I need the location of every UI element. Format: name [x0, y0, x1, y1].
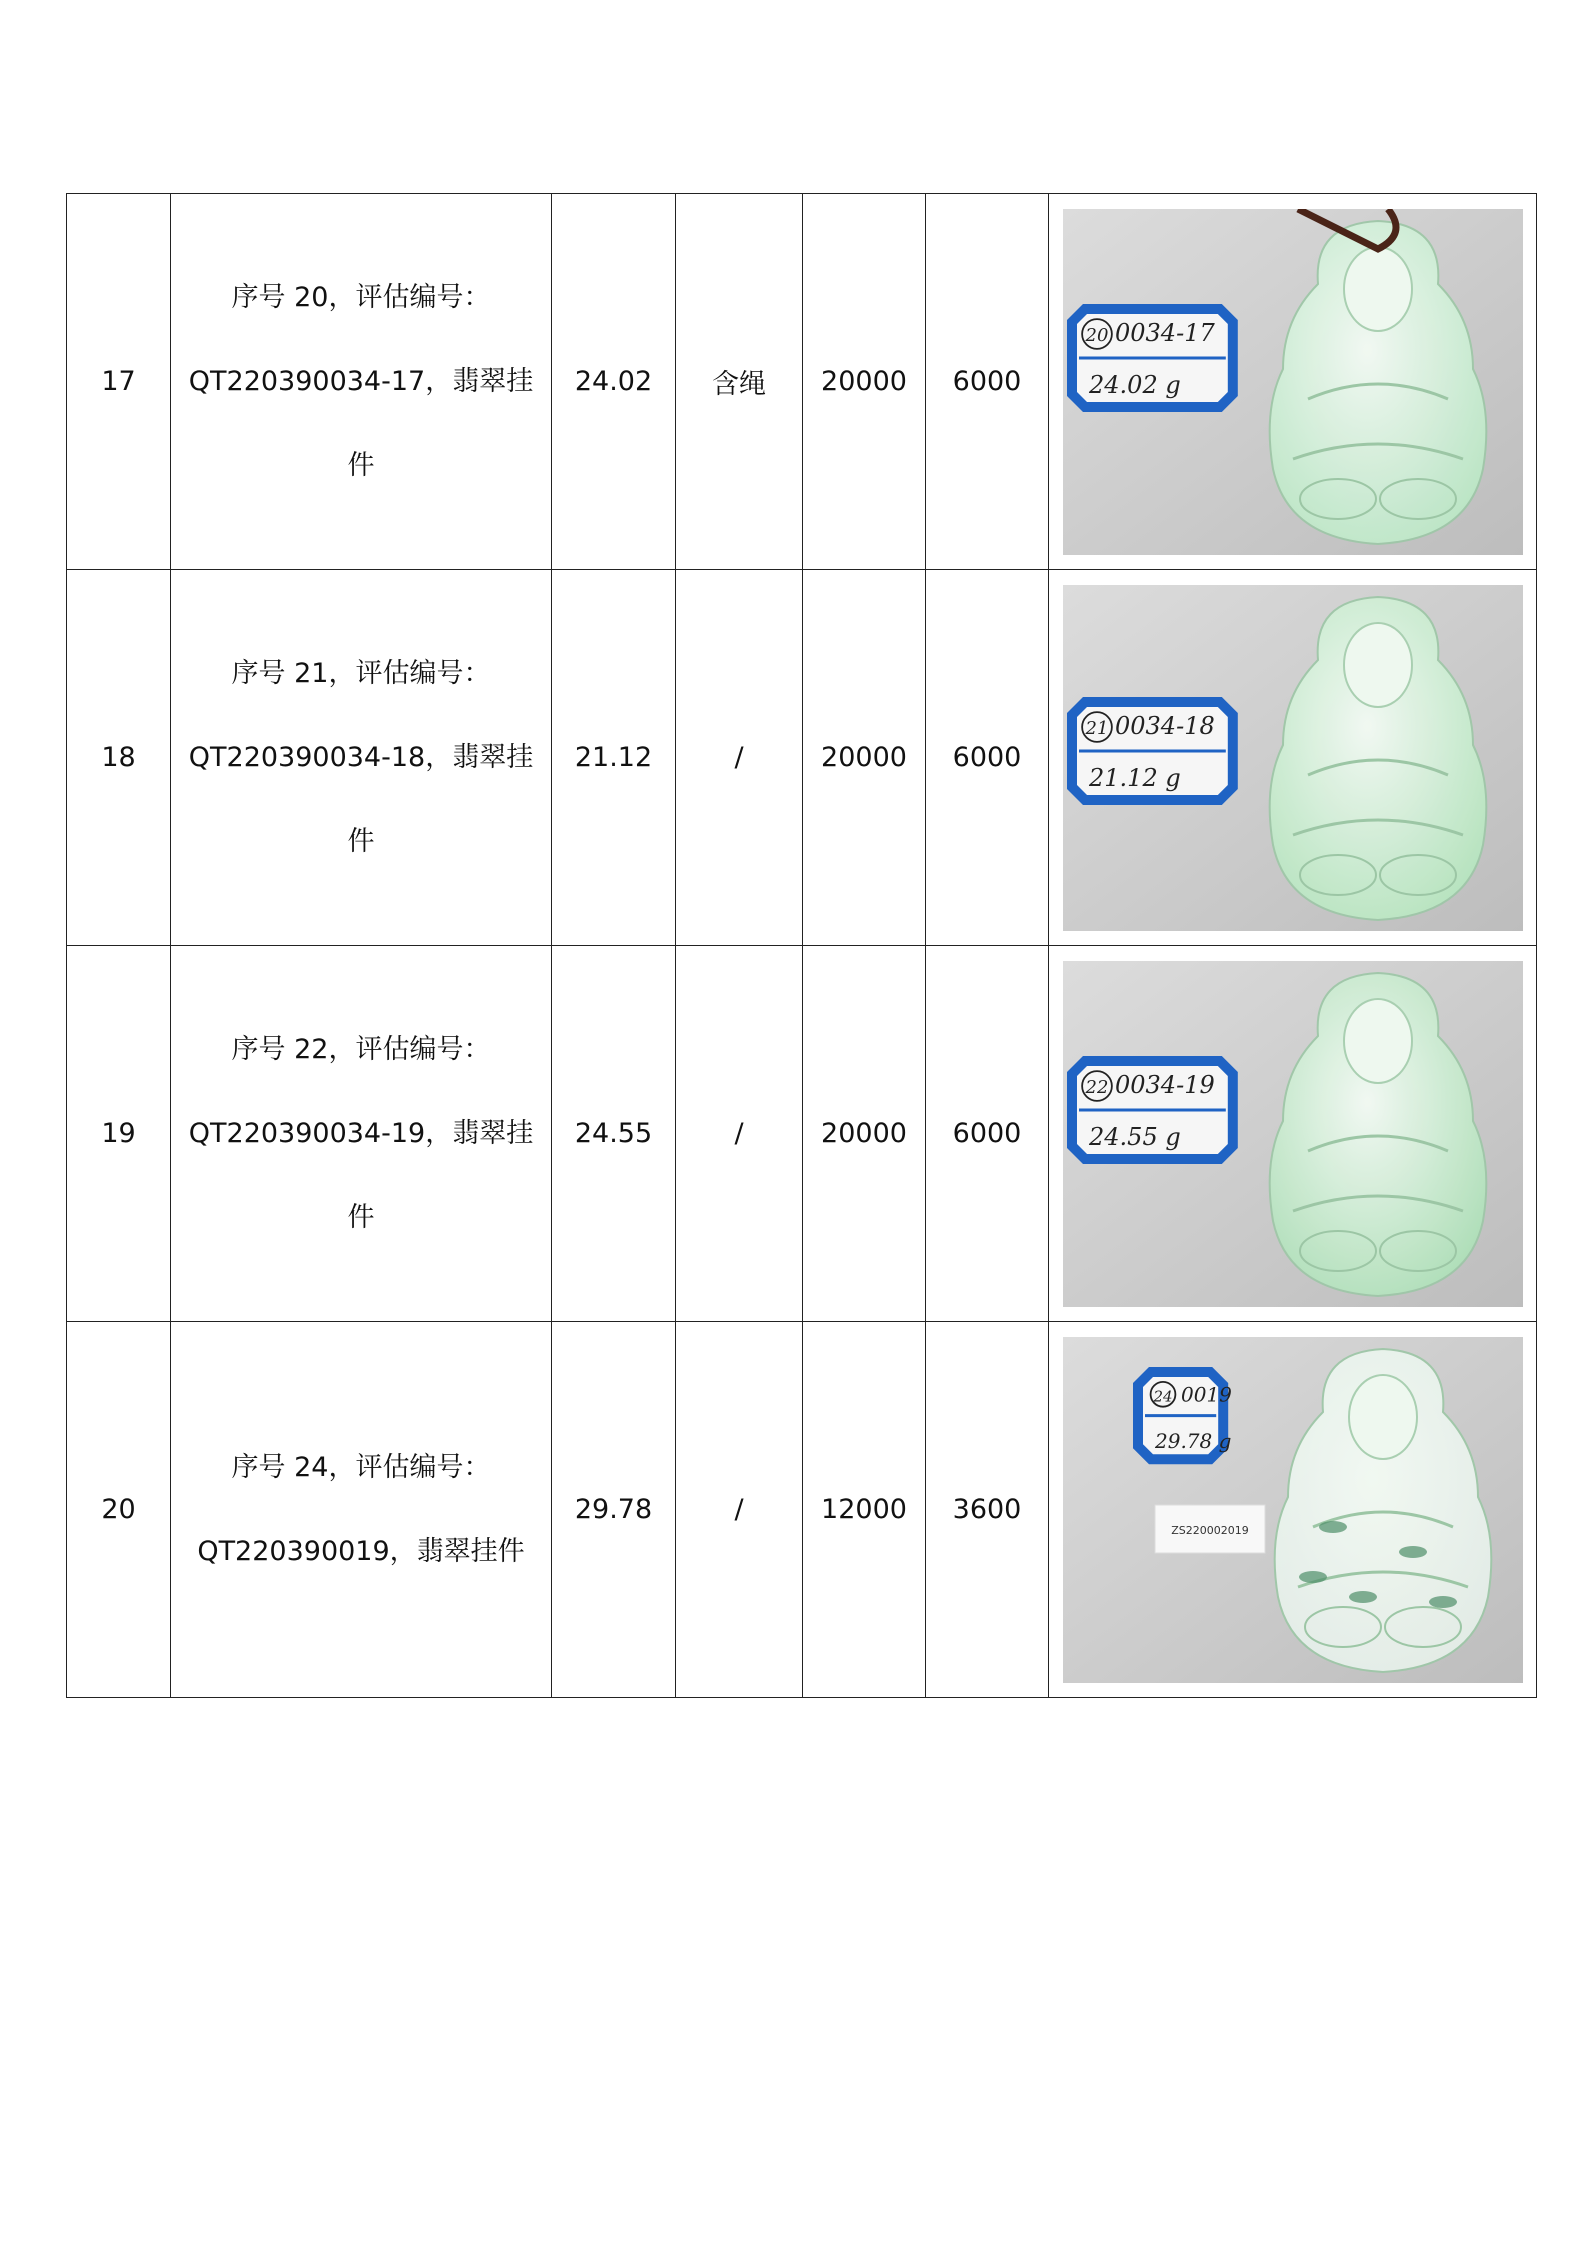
description-line: QT220390034-17，翡翠挂 [188, 365, 534, 397]
row-number-cell: 18 [67, 570, 171, 946]
description-line: 序号 20，评估编号： [231, 281, 491, 313]
weight-cell: 24.55 [552, 946, 676, 1322]
photo-cell [1049, 1322, 1537, 1698]
table-row [67, 194, 1537, 570]
note-cell: / [676, 570, 803, 946]
tag-number: 21 [1085, 717, 1108, 739]
row-number-cell: 19 [67, 946, 171, 1322]
weight-cell: 21.12 [552, 570, 676, 946]
tag-number: 20 [1085, 324, 1108, 346]
description-line: 序号 21，评估编号： [231, 657, 491, 689]
label-tag [1067, 304, 1238, 412]
row-number-cell: 17 [67, 194, 171, 570]
photo-cell [1049, 946, 1537, 1322]
table-row [67, 1322, 1537, 1698]
description-line: QT220390019，翡翠挂件 [197, 1535, 525, 1567]
svg-text:ZS220002019: ZS220002019 [1170, 1523, 1249, 1537]
row-number-cell: 20 [67, 1322, 171, 1698]
weight-cell: 29.78 [552, 1322, 676, 1698]
tag-number: 24 [1152, 1386, 1173, 1405]
description-line: 件 [347, 825, 375, 857]
barcode-sticker [1155, 1505, 1265, 1553]
tag-code: 0019 [1180, 1381, 1232, 1406]
photo-cell [1049, 570, 1537, 946]
note-cell: 含绳 [676, 194, 803, 570]
description-line: QT220390034-18，翡翠挂 [188, 741, 534, 773]
tag-weight: 21.12 g [1088, 763, 1181, 792]
weight-cell: 24.02 [552, 194, 676, 570]
tag-weight: 24.55 g [1088, 1122, 1181, 1151]
table-row [67, 570, 1537, 946]
table-row [67, 946, 1537, 1322]
tag-code: 0034-19 [1114, 1070, 1215, 1099]
value-cell: 20000 [803, 946, 926, 1322]
label-tag [1067, 1056, 1238, 1164]
description-line: 序号 22，评估编号： [231, 1033, 491, 1065]
description-cell [171, 570, 552, 946]
description-cell [171, 1322, 552, 1698]
description-line: 件 [347, 449, 375, 481]
tag-weight: 24.02 g [1088, 370, 1181, 399]
pendant-photo [1063, 585, 1523, 931]
note-cell: / [676, 1322, 803, 1698]
description-line: 件 [347, 1201, 375, 1233]
value-cell: 20000 [803, 570, 926, 946]
label-tag [1133, 1367, 1232, 1464]
photo-cell [1049, 194, 1537, 570]
description-line: QT220390034-19，翡翠挂 [188, 1117, 534, 1149]
value-cell: 6000 [926, 946, 1049, 1322]
value-cell: 20000 [803, 194, 926, 570]
description-line: 序号 24，评估编号： [231, 1451, 491, 1483]
value-cell: 6000 [926, 194, 1049, 570]
value-cell: 6000 [926, 570, 1049, 946]
note-cell: / [676, 946, 803, 1322]
tag-code: 0034-17 [1114, 318, 1215, 347]
value-cell: 3600 [926, 1322, 1049, 1698]
pendant-photo [1063, 961, 1523, 1307]
pendant-photo [1063, 1337, 1523, 1683]
description-cell [171, 946, 552, 1322]
tag-number: 22 [1085, 1076, 1108, 1098]
label-tag [1067, 697, 1238, 805]
description-cell [171, 194, 552, 570]
appraisal-table [66, 193, 1537, 1698]
tag-weight: 29.78 g [1154, 1428, 1231, 1453]
value-cell: 12000 [803, 1322, 926, 1698]
pendant-photo [1063, 209, 1523, 555]
tag-code: 0034-18 [1114, 711, 1215, 740]
